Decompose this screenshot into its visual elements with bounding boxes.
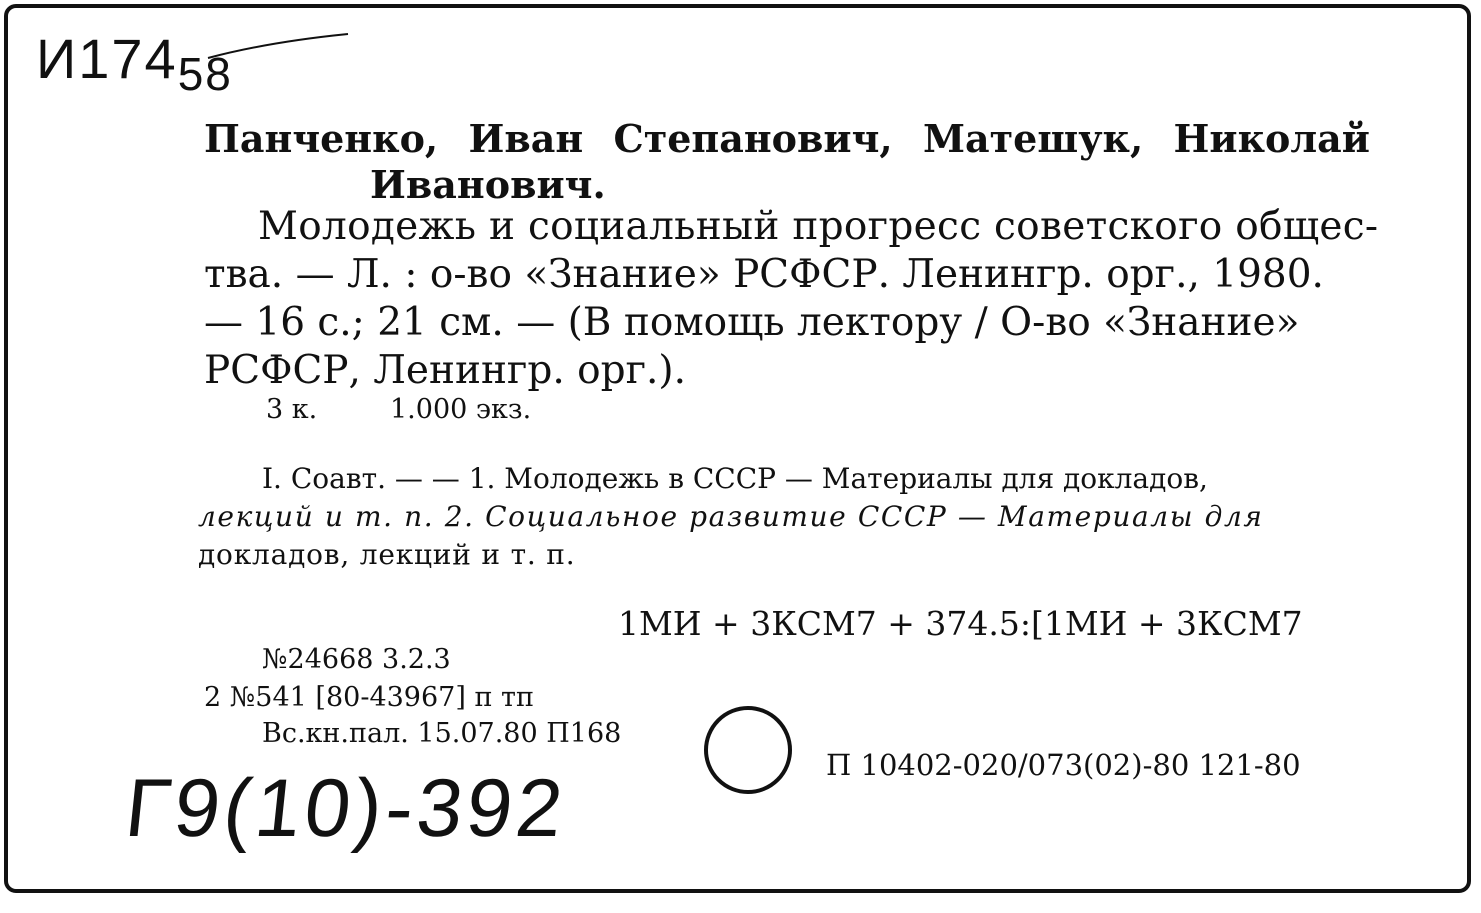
reference-number: 2 №541 [80-43967] п тп (204, 682, 534, 713)
author-word: Матешук, (922, 116, 1144, 161)
print-run: 1.000 экз. (390, 394, 532, 425)
notes-line: лекций и т. п. 2. Социальное развитие СССР — Материалы для (198, 500, 1264, 533)
author-heading (204, 116, 1370, 161)
handwritten-shelf-mark: Г9(10)-392 (121, 763, 571, 854)
catalog-card (4, 4, 1471, 893)
classification-code: 1МИ + 3КСМ7 + 374.5:[1МИ + 3КСМ7 (618, 604, 1303, 643)
accession-suffix: 58 (177, 48, 233, 100)
author-word: Николай (1173, 116, 1370, 161)
title-line: РСФСР, Ленингр. орг.). (204, 348, 687, 393)
author-word: Иван (468, 116, 584, 161)
reference-number: №24668 3.2.3 (262, 644, 451, 675)
price: 3 к. (266, 394, 318, 425)
notes-line: докладов, лекций и т. п. (198, 538, 576, 571)
author-heading-line2: Иванович. (370, 162, 606, 207)
reference-number: Вс.кн.пал. 15.07.80 П168 (262, 718, 622, 749)
author-word: Степанович, (613, 116, 893, 161)
circle-icon (700, 702, 796, 798)
title-line: — 16 с.; 21 см. — (В помощь лектору / О-во «Знание» (204, 300, 1300, 345)
author-word: Панченко, (204, 116, 439, 161)
title-line: Молодежь и социальный прогресс советского общес- (258, 204, 1379, 249)
index-code: П 10402-020/073(02)-80 121-80 (826, 748, 1301, 782)
title-line: тва. — Л. : о-во «Знание» РСФСР. Ленингр. орг., 1980. (204, 252, 1324, 297)
accession-main: И174 (36, 27, 178, 90)
notes-line: I. Соавт. — — 1. Молодежь в СССР — Материалы для докладов, (262, 462, 1208, 495)
